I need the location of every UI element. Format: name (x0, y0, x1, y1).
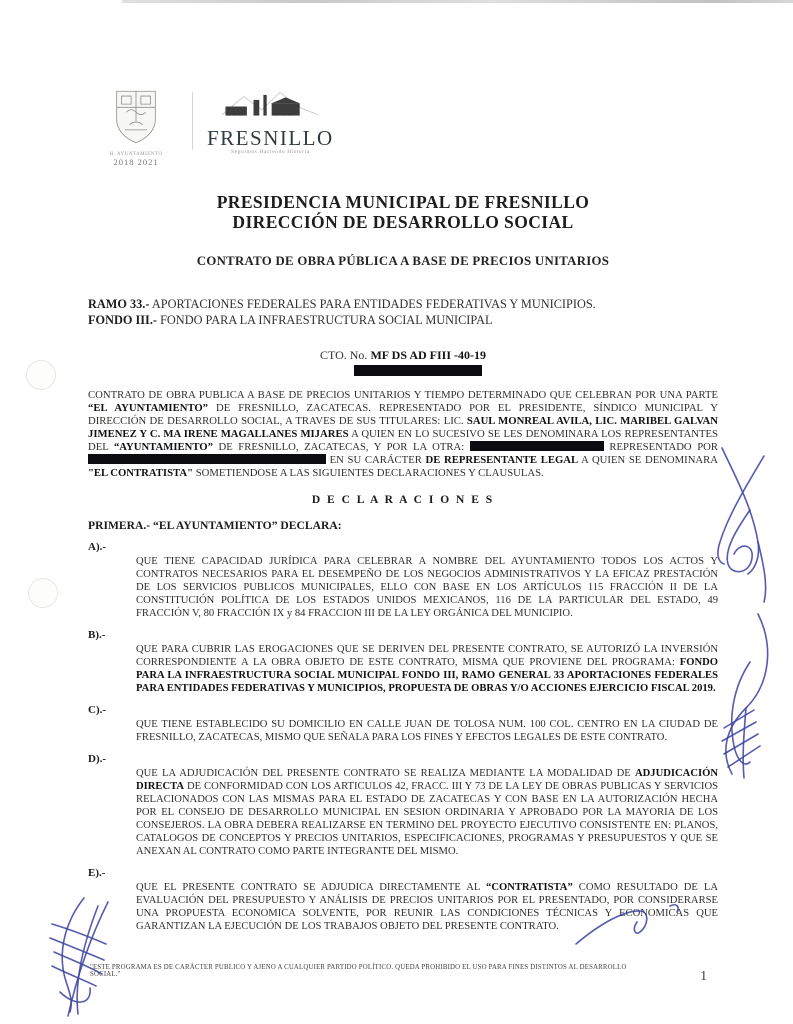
contract-number-line (88, 348, 718, 363)
crest-shield-icon (111, 88, 161, 146)
contract-intro-paragraph (88, 389, 718, 480)
text-segment: COMO RESULTADO DE LA EVALUACIÓN DEL PRESUPUESTO Y ANÁLISIS DE PRECIOS UNITARIOS POR EL PRESENTADO, POR CONSIDERARSE UNA PROPUESTA ECONOMICA SOLVENTE, POR REUNIR LAS CONDICIONES TÉCNICAS Y ECONOMICAS QUE GARANTIZAN LA EJECUCIÓN DE LOS TRABAJOS OBJETO DEL PRESENTE CONTRATO. (136, 882, 719, 932)
item-text (136, 555, 718, 620)
ramo-text: APORTACIONES FEDERALES PARA ENTIDADES FEDERATIVAS Y MUNICIPIOS. (149, 297, 596, 311)
text-segment: SAUL MONREAL AVILA, LIC. MARIBEL GALVAN JIMENEZ Y C. MA IRENE MAGALLANES MIJARES (88, 415, 718, 440)
text-segment: EN SU CARÁCTER (326, 454, 426, 466)
text-segment: A QUIEN SE DENOMINARA (578, 454, 718, 466)
title-line-1: PRESIDENCIA MUNICIPAL DE FRESNILLO (216, 192, 590, 212)
fondo-text: FONDO PARA LA INFRAESTRUCTURA SOCIAL MUNICIPAL (157, 312, 493, 327)
crest-caption: H. AYUNTAMIENTO (109, 152, 163, 157)
redaction-bar (354, 365, 482, 376)
fresnillo-skyline-icon (220, 90, 320, 123)
text-segment: QUE LA ADJUDICACIÓN DEL PRESENTE CONTRATO SE REALIZA MEDIANTE LA MODALIDAD DE (136, 768, 635, 779)
text-segment: DE CONFORMIDAD CON LOS ARTICULOS 42, FRACC. III Y 73 DE LA LEY DE OBRAS PUBLICAS Y SERVICIOS RELACIONADOS CON LAS MISMAS PARA EL ESTADO DE ZACATECAS Y CON BASE EN LA AUTORIZACIÓN HECHA POR EL CONSEJO DE DESARROLLO MUNICIPAL EN SESION ORDINARIA Y APROBADO POR LA MAYORIA DE LOS CONSEJEROS. LA OBRA DEBERA REALIZARSE EN TERMINO DEL PROYECTO EJECUTIVO CONSISTENTE EN: PLANOS, CATALOGOS DE CONCEPTOS Y PRECIOS UNITARIOS, ESPECIFICACIONES, PROGRAMAS Y PRESUPUESTOS Y QUE SE ANEXAN AL CONTRATO COMO PARTE INTEGRANTE DEL MISMO. (136, 781, 718, 857)
item-label: B).- (88, 629, 106, 641)
program-block (88, 297, 718, 328)
scan-artifact-top-edge (122, 0, 793, 3)
hole-punch-mark (28, 578, 58, 608)
logo-divider (192, 92, 193, 150)
text-segment: QUE EL PRESENTE CONTRATO SE ADJUDICA DIRECTAMENTE AL (136, 882, 487, 893)
fresnillo-logo-text: FRESNILLO (207, 126, 334, 150)
item-label: E).- (88, 867, 106, 879)
item-label: D).- (88, 753, 107, 765)
fresnillo-logo (207, 90, 334, 155)
contract-number-value: MF DS AD FIII -40-19 (370, 348, 486, 362)
page-number: 1 (700, 968, 707, 983)
contract-number-label: CTO. No. (319, 348, 371, 362)
declarations-heading: D E C L A R A C I O N E S (311, 494, 495, 506)
ramo-label: RAMO 33.- (88, 297, 150, 311)
text-segment: QUE TIENE ESTABLECIDO SU DOMICILIO EN CALLE JUAN DE TOLOSA NUM. 100 COL. CENTRO EN LA CIUDAD DE FRESNILLO, ZACATECAS, MISMO QUE SEÑALA PARA LOS FINES Y EFECTOS LEGALES DE ESTE CONTRATO. (136, 719, 718, 743)
text-segment: DE FRESNILLO, ZACATECAS, Y POR LA OTRA: (212, 441, 470, 453)
text-segment: REPRESENTADO POR (603, 441, 718, 453)
ramo-line (88, 297, 718, 313)
text-segment: FONDO PARA LA INFRAESTRUCTURA SOCIAL MUNICIPAL FONDO III, RAMO GENERAL 33 APORTACIONES FEDERALES PARA ENTIDADES FEDERATIVAS Y MUNICIPIOS, PROPUESTA DE OBRAS Y/O ACCIONES EJERCICIO FISCAL 2019. (136, 657, 718, 694)
header-logos (94, 88, 718, 172)
item-text (136, 718, 718, 744)
fresnillo-logo-tagline: Seguimos Haciendo Historia (230, 149, 310, 155)
hole-punch-mark (26, 360, 56, 390)
text-segment: A QUIEN EN LO SUCESIVO SE LES DENOMINARA LOS REPRESENTANTES DEL (88, 428, 719, 453)
text-segment: QUE PARA CUBRIR LAS EROGACIONES QUE SE DERIVEN DEL PRESENTE CONTRATO, SE AUTORIZÓ LA INVERSIÓN CORRESPONDIENTE A LA OBRA OBJETO DE ESTE CONTRATO, MISMA QUE PROVIENE DEL PROGRAMA: (136, 644, 718, 668)
document-title (88, 192, 718, 232)
item-text (136, 881, 718, 933)
fondo-label: FONDO III.- (88, 312, 158, 327)
text-segment: CONTRATO DE OBRA PUBLICA A BASE DE PRECIOS UNITARIOS Y TIEMPO DETERMINADO QUE CELEBRAN POR UNA PARTE (88, 389, 718, 401)
text-segment: "EL CONTRATISTA" (88, 467, 194, 479)
municipal-crest-logo (94, 88, 178, 167)
text-segment: DE REPRESENTANTE LEGAL (425, 454, 579, 466)
text-segment: “AYUNTAMIENTO” (113, 441, 213, 453)
declaration-item-c (88, 704, 718, 744)
crest-years: 2018 2021 (113, 157, 159, 167)
text-segment: DE FRESNILLO, ZACATECAS. REPRESENTADO POR EL PRESIDENTE, SÍNDICO MUNICIPAL Y DIRECCIÓN DE DESARROLLO SOCIAL, A TRAVES DE SUS TITULARES: LIC. (88, 402, 718, 427)
item-text (136, 643, 718, 695)
document-subtitle: CONTRATO DE OBRA PÚBLICA A BASE DE PRECIOS UNITARIOS (196, 254, 610, 268)
redaction-bar (470, 441, 604, 451)
declaration-item-a (88, 541, 718, 620)
item-label: C).- (88, 704, 107, 716)
redaction-bar (88, 454, 326, 464)
title-line-2: DIRECCIÓN DE DESARROLLO SOCIAL (232, 212, 574, 232)
declaration-item-b (88, 629, 718, 695)
text-segment: “EL AYUNTAMIENTO” (88, 402, 209, 414)
declaration-item-d (88, 753, 718, 858)
fondo-line (88, 313, 718, 329)
declaration-item-e (88, 867, 718, 933)
text-segment: QUE TIENE CAPACIDAD JURÍDICA PARA CELEBRAR A NOMBRE DEL AYUNTAMIENTO TODOS LOS ACTOS Y CONTRATOS NECESARIOS PARA EL DESEMPEÑO DE LOS NEGOCIOS ADMINISTRATIVOS Y LA EFICAZ PRESTACIÓN DE LOS SERVICIOS PUBLICOS MUNICIPALES, ELLO CON BASE EN LOS ARTÍCULOS 115 FRACCIÓN II DE LA CONSTITUCIÓN POLÍTICA DE LOS ESTADOS UNIDOS MEXICANOS, 116 DE LA PARTICULAR DEL ESTADO, 49 FRACCIÓN V, 80 FRACCIÓN IX y 84 FRACCION III DE LA LEY ORGÁNICA DEL MUNICIPIO. (136, 556, 718, 619)
text-segment: SOMETIENDOSE A LAS SIGUIENTES DECLARACIONES Y CLAUSULAS. (193, 467, 544, 479)
footer-disclaimer: "ESTE PROGRAMA ES DE CARÁCTER PUBLICO Y AJENO A CUALQUIER PARTIDO POLÍTICO. QUEDA PROHIBIDO EL USO PARA FINES DISTINTOS AL DESARROLLO SOCIAL." (90, 964, 627, 978)
item-text (136, 767, 718, 858)
text-segment: ADJUDICACIÓN DIRECTA (136, 768, 718, 792)
primera-declaration-heading: PRIMERA.- “EL AYUNTAMIENTO” DECLARA: (88, 519, 342, 532)
text-segment: “CONTRATISTA” (486, 882, 573, 893)
item-label: A).- (88, 541, 107, 553)
